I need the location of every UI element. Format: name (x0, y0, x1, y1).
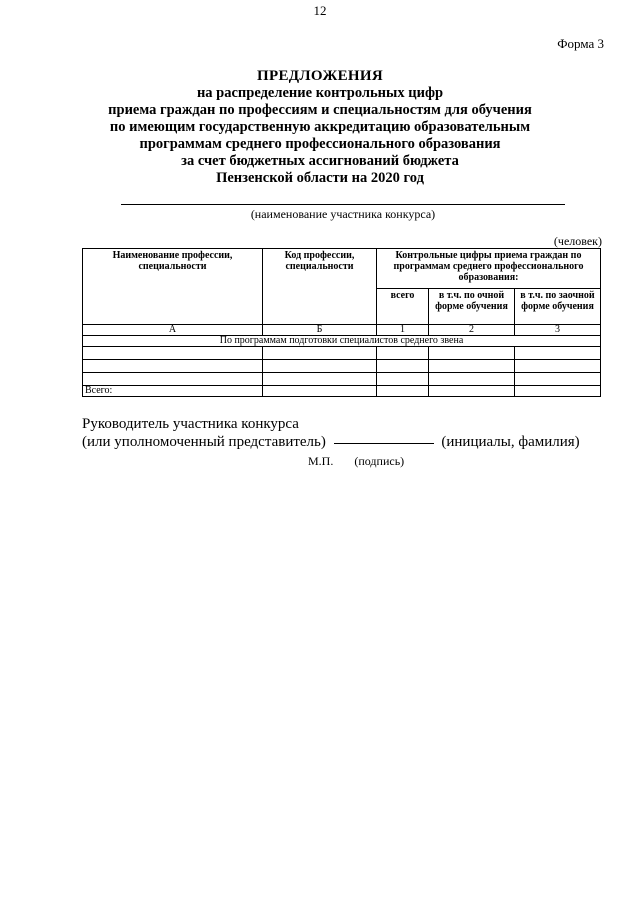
section-label: По программам подготовки специалистов среднего звена (83, 336, 601, 347)
signature-caption: (подпись) (354, 454, 405, 468)
total-label: Всего: (83, 386, 263, 397)
column-index: А (83, 325, 263, 336)
org-name-caption: (наименование участника конкурса) (250, 207, 436, 221)
table-cell[interactable] (515, 386, 601, 397)
table-row (83, 360, 601, 373)
table-row (83, 347, 601, 360)
title-line: Пензенской области на 2020 год (216, 170, 424, 186)
stamp-label: М.П. (308, 454, 334, 468)
signatory-title: Руководитель участника конкурса (82, 416, 299, 432)
title-line: по имеющим государственную аккредитацию образовательным (109, 119, 531, 135)
total-row (83, 386, 601, 397)
proposals-table (82, 248, 601, 397)
table-cell[interactable] (515, 347, 601, 360)
header-fulltime: в т.ч. по очной форме обучения (429, 289, 515, 325)
header-extramural: в т.ч. по заочной форме обучения (515, 289, 601, 325)
table-cell[interactable] (263, 347, 377, 360)
table-cell[interactable] (83, 373, 263, 386)
title-heading: ПРЕДЛОЖЕНИЯ (257, 68, 383, 84)
table-header-row (83, 249, 601, 289)
header-total: всего (377, 289, 429, 325)
title-line: на распределение контрольных цифр (196, 85, 444, 101)
title-line: приема граждан по профессиям и специальностям для обучения (108, 102, 532, 118)
stamp-line (308, 454, 404, 469)
title-line: программам среднего профессионального образования (139, 136, 501, 152)
table-cell[interactable] (429, 373, 515, 386)
table-cell[interactable] (377, 373, 429, 386)
signatory-line (82, 434, 580, 451)
table-cell[interactable] (377, 386, 429, 397)
org-name-line[interactable] (121, 204, 565, 205)
column-index: 2 (429, 325, 515, 336)
table-cell[interactable] (429, 386, 515, 397)
table-cell[interactable] (83, 360, 263, 373)
signature-field[interactable] (334, 443, 434, 444)
signatory-representative: (или уполномоченный представитель) (82, 434, 326, 450)
table-cell[interactable] (83, 347, 263, 360)
form-label: Форма 3 (557, 36, 604, 51)
header-control-figures: Контрольные цифры приема граждан по программам среднего профессионального образования: (377, 249, 601, 289)
table-cell[interactable] (377, 347, 429, 360)
table-cell[interactable] (377, 360, 429, 373)
table-cell[interactable] (515, 360, 601, 373)
document-title (60, 68, 580, 187)
column-index: 1 (377, 325, 429, 336)
table-cell[interactable] (429, 347, 515, 360)
table-row (83, 373, 601, 386)
table-cell[interactable] (429, 360, 515, 373)
table-cell[interactable] (263, 360, 377, 373)
column-index: 3 (515, 325, 601, 336)
column-index: Б (263, 325, 377, 336)
header-profession-code: Код профессии, специальности (263, 249, 377, 325)
column-index-row (83, 325, 601, 336)
header-profession-name: Наименование профессии, специальности (83, 249, 263, 325)
table-cell[interactable] (263, 386, 377, 397)
table-cell[interactable] (263, 373, 377, 386)
table-cell[interactable] (515, 373, 601, 386)
units-label: (человек) (553, 234, 602, 248)
signatory-name-caption: (инициалы, фамилия) (441, 434, 580, 450)
title-line: за счет бюджетных ассигнований бюджета (181, 153, 459, 169)
page-number: 12 (313, 3, 327, 18)
section-row (83, 336, 601, 347)
